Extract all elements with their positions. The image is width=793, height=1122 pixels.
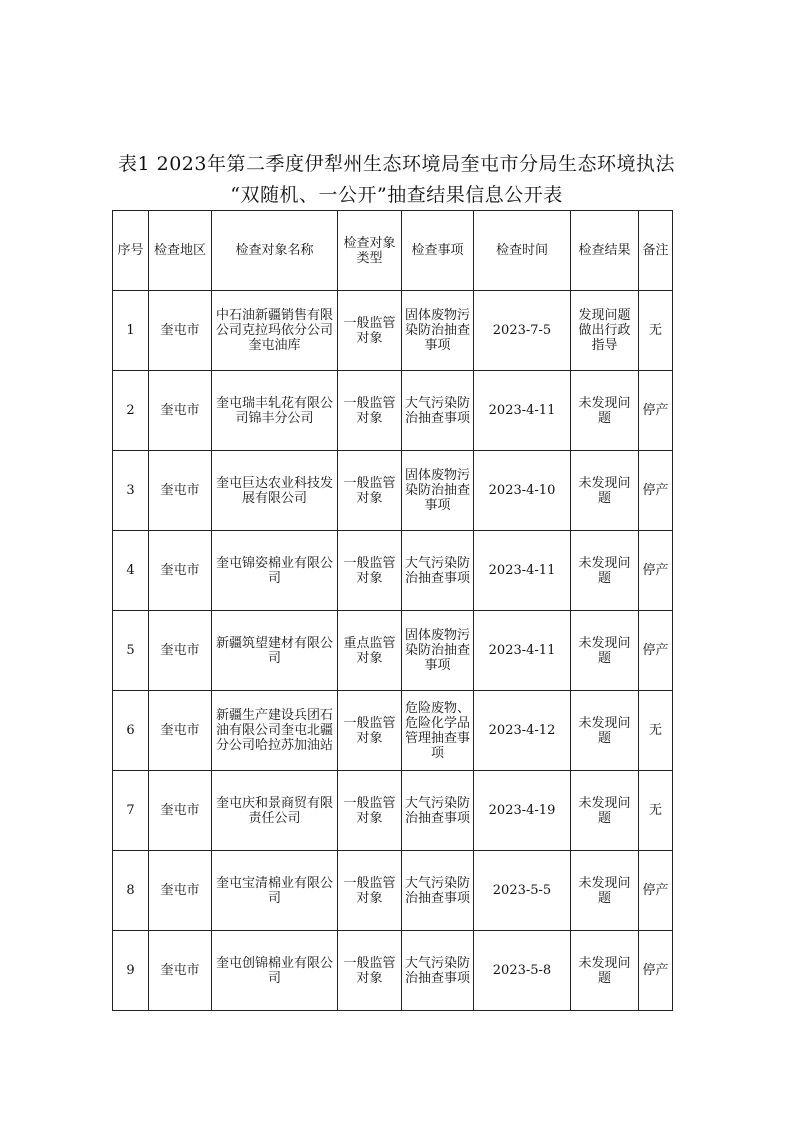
cell-item: 大气污染防治抽查事项 [402,851,474,931]
table-row [113,771,673,851]
cell-time: 2023-4-10 [474,451,571,531]
cell-time: 2023-4-12 [474,691,571,771]
header-target: 检查对象名称 [212,211,338,291]
cell-note: 无 [639,291,673,371]
cell-item: 固体废物污染防治抽查事项 [402,451,474,531]
cell-note: 无 [639,691,673,771]
cell-item: 大气污染防治抽查事项 [402,531,474,611]
cell-type: 一般监管对象 [338,771,402,851]
table-row [113,931,673,1011]
cell-target: 新疆生产建设兵团石油有限公司奎屯北疆分公司哈拉苏加油站 [212,691,338,771]
table-row [113,371,673,451]
cell-type: 一般监管对象 [338,371,402,451]
cell-type: 一般监管对象 [338,451,402,531]
cell-note: 停产 [639,611,673,691]
cell-result: 未发现问题 [571,611,639,691]
cell-item: 危险废物、危险化学品管理抽查事项 [402,691,474,771]
cell-area: 奎屯市 [149,291,212,371]
cell-result: 未发现问题 [571,771,639,851]
cell-seq: 4 [113,531,149,611]
cell-time: 2023-5-8 [474,931,571,1011]
cell-seq: 7 [113,771,149,851]
cell-target: 奎屯庆和景商贸有限责任公司 [212,771,338,851]
cell-seq: 1 [113,291,149,371]
header-note: 备注 [639,211,673,291]
cell-area: 奎屯市 [149,611,212,691]
cell-note: 无 [639,771,673,851]
cell-note: 停产 [639,451,673,531]
cell-item: 大气污染防治抽查事项 [402,771,474,851]
cell-item: 固体废物污染防治抽查事项 [402,611,474,691]
cell-area: 奎屯市 [149,691,212,771]
cell-result: 未发现问题 [571,851,639,931]
header-result: 检查结果 [571,211,639,291]
cell-target: 奎屯巨达农业科技发展有限公司 [212,451,338,531]
table-row [113,691,673,771]
cell-time: 2023-4-11 [474,531,571,611]
header-seq: 序号 [113,211,149,291]
document-title: 表1 2023年第二季度伊犁州生态环境局奎屯市分局生态环境执法 [118,153,675,175]
cell-target: 奎屯创锦棉业有限公司 [212,931,338,1011]
header-item: 检查事项 [402,211,474,291]
cell-item: 大气污染防治抽查事项 [402,371,474,451]
cell-seq: 3 [113,451,149,531]
cell-item: 大气污染防治抽查事项 [402,931,474,1011]
cell-seq: 8 [113,851,149,931]
cell-type: 一般监管对象 [338,291,402,371]
cell-type: 一般监管对象 [338,691,402,771]
cell-time: 2023-7-5 [474,291,571,371]
header-time: 检查时间 [474,211,571,291]
cell-result: 发现问题做出行政指导 [571,291,639,371]
cell-result: 未发现问题 [571,531,639,611]
cell-target: 奎屯瑞丰轧花有限公司锦丰分公司 [212,371,338,451]
cell-area: 奎屯市 [149,531,212,611]
cell-type: 重点监管对象 [338,611,402,691]
cell-target: 奎屯锦姿棉业有限公司 [212,531,338,611]
table-row [113,851,673,931]
cell-area: 奎屯市 [149,371,212,451]
cell-target: 新疆筑望建材有限公司 [212,611,338,691]
cell-area: 奎屯市 [149,451,212,531]
header-area: 检查地区 [149,211,212,291]
cell-note: 停产 [639,371,673,451]
cell-type: 一般监管对象 [338,531,402,611]
cell-seq: 9 [113,931,149,1011]
cell-type: 一般监管对象 [338,931,402,1011]
table-row [113,291,673,371]
cell-area: 奎屯市 [149,931,212,1011]
cell-result: 未发现问题 [571,931,639,1011]
cell-type: 一般监管对象 [338,851,402,931]
table-row [113,611,673,691]
cell-seq: 2 [113,371,149,451]
cell-time: 2023-4-11 [474,611,571,691]
header-type: 检查对象类型 [338,211,402,291]
cell-seq: 5 [113,611,149,691]
cell-time: 2023-4-11 [474,371,571,451]
table-row [113,531,673,611]
cell-item: 固体废物污染防治抽查事项 [402,291,474,371]
document-subtitle: “双随机、一公开”抽查结果信息公开表 [230,184,563,206]
cell-note: 停产 [639,851,673,931]
cell-result: 未发现问题 [571,371,639,451]
cell-target: 中石油新疆销售有限公司克拉玛依分公司奎屯油库 [212,291,338,371]
results-table [112,210,673,1011]
table-row [113,451,673,531]
cell-target: 奎屯宝清棉业有限公司 [212,851,338,931]
cell-note: 停产 [639,931,673,1011]
cell-time: 2023-5-5 [474,851,571,931]
cell-area: 奎屯市 [149,851,212,931]
cell-area: 奎屯市 [149,771,212,851]
table-header-row [113,211,673,291]
cell-result: 未发现问题 [571,691,639,771]
cell-note: 停产 [639,531,673,611]
cell-result: 未发现问题 [571,451,639,531]
cell-time: 2023-4-19 [474,771,571,851]
cell-seq: 6 [113,691,149,771]
